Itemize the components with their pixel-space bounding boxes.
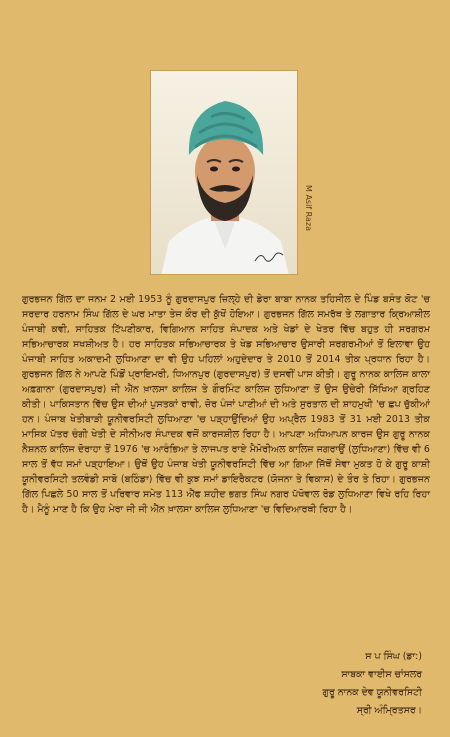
author-biography: ਗੁਰਭਜਨ ਗਿੱਲ ਦਾ ਜਨਮ 2 ਮਈ 1953 ਨੂੰ ਗੁਰਦਾਸਪੁਰ ਜ਼ਿਲ੍ਹੇ ਦੀ ਡੇਰਾ ਬਾਬਾ ਨਾਨਕ ਤਹਿਸੀਲ ਦੇ ਪਿੰਡ ਬਸੰਤ ਕੋਟ 'ਚ ਸਰਦਾਰ ਹਰਨਾਮ ਸਿੰਘ ਗਿੱਲ ਦੇ ਘਰ ਮਾਤਾ ਤੇਜ ਕੌਰ ਦੀ ਕੁੱਖੋਂ ਹੋਇਆ। ਗੁਰਭਜਨ ਗਿੱਲ ਸਮਰੱਥ ਤੇ ਲਗਾਤਾਰ ਕ੍ਰਿਆਸ਼ੀਲ ਪੰਜਾਬੀ ਕਵੀ, ਸਾਹਿਤਕ ਟਿੱਪਣੀਕਾਰ, ਵਿਗਿਆਨ ਸਾਹਿਤ ਸੰਪਾਦਕ ਅਤੇ ਖੇਡਾਂ ਦੇ ਖੇਤਰ ਵਿੱਚ ਬਹੁਤ ਹੀ ਸਰਗਰਮ ਸਭਿਆਚਾਰਕ ਸਖਸ਼ੀਅਤ ਹੈ। ਹਰ ਸਾਹਿਤਕ ਸਭਿਆਚਾਰਕ ਤੇ ਖੇਡ ਸਭਿਆਚਾਰ ਉਸਾਰੀ ਸਰਗਰਮੀਆਂ ਤੋਂ ਇਲਾਵਾ ਉਹ ਪੰਜਾਬੀ ਸਾਹਿਤ ਅਕਾਦਮੀ ਲੁਧਿਆਣਾ ਦਾ ਵੀ ਉਹ ਪਹਿਲਾਂ ਅਹੁਦੇਦਾਰ ਤੇ 2010 ਤੋਂ 2014 ਤੀਕ ਪ੍ਰਧਾਨ ਰਿਹਾ ਹੈ। ਗੁਰਭਜਨ ਗਿੱਲ ਨੇ ਆਪਣੇ ਪਿੰਡੋਂ ਪ੍ਰਾਇਮਰੀ, ਧਿਆਨਪੁਰ (ਗੁਰਦਾਸਪੁਰ) ਤੋਂ ਦਸਵੀਂ ਪਾਸ ਕੀਤੀ। ਗੁਰੂ ਨਾਨਕ ਕਾਲਿਜ ਕਾਲਾ ਅਫ਼ਗਾਨਾ (ਗੁਰਦਾਸਪੁਰ) ਜੀ ਐੱਨ ਖ਼ਾਲਸਾ ਕਾਲਿਜ ਤੇ ਗੌਰਮਿੰਟ ਕਾਲਿਜ ਲੁਧਿਆਣਾ ਤੋਂ ਉਸ ਉਚੇਰੀ ਸਿੱਖਿਆ ਗ੍ਰਹਿਣ ਕੀਤੀ। ਪਾਕਿਸਤਾਨ ਵਿੱਚ ਉਸ ਦੀਆਂ ਪੁਸਤਕਾਂ ਰਾਵੀ, ਜ਼ੋਰ ਪੰਜਾਂ ਪਾਣੀਆਂ ਦੀ ਅਤੇ ਸੁਰਤਾਲ ਦੀ ਸ਼ਾਹਮੁਖੀ 'ਚ ਛਪ ਚੁੱਕੀਆਂ ਹਨ। ਪੰਜਾਬ ਖੇਤੀਬਾੜੀ ਯੂਨੀਵਰਸਿਟੀ ਲੁਧਿਆਣਾ 'ਚ ਪੜ੍ਹਾਉਂਦਿਆਂ ਉਹ ਅਪ੍ਰੈਲ 1983 ਤੋਂ 31 ਮਈ 2013 ਤੀਕ ਮਾਸਿਕ ਪੱਤਰ ਚੰਗੀ ਖੇਤੀ ਦੇ ਸੀਨੀਅਰ ਸੰਪਾਦਕ ਵਜੋਂ ਕਾਰਜਸ਼ੀਲ ਰਿਹਾ ਹੈ। ਆਪਣਾ ਅਧਿਆਪਨ ਕਾਰਜ ਉਸ ਗੁਰੂ ਨਾਨਕ ਨੈਸ਼ਨਲ ਕਾਲਿਜ ਦੋਰਾਹਾ ਤੋਂ 1976 'ਚ ਆਰੰਭਿਆ ਤੇ ਲਾਜਪਤ ਰਾਏ ਮੈਮੋਰੀਅਲ ਕਾਲਿਜ ਜਗਰਾਉਂ (ਲੁਧਿਆਣਾ) ਵਿੱਚ ਵੀ 6 ਸਾਲ ਤੋਂ ਵੱਧ ਸਮਾਂ ਪੜ੍ਹਾਇਆ। ਉਥੋਂ ਉਹ ਪੰਜਾਬ ਖੇਤੀ ਯੂਨੀਵਰਸਿਟੀ ਵਿੱਚ ਆ ਗਿਆ ਜਿੱਥੋਂ ਸੇਵਾ ਮੁਕਤ ਹੋ ਕੇ ਗੁਰੂ ਕਾਸ਼ੀ ਯੂਨੀਵਰਸਿਟੀ ਤਲਵੰਡੀ ਸਾਬੋ (ਬਠਿੰਡਾ) ਵਿੱਚ ਵੀ ਕੁਝ ਸਮਾਂ ਡਾਇਰੈਕਟਰ (ਯੋਜਨਾ ਤੇ ਵਿਕਾਸ) ਦੇ ਤੌਰ ਤੇ ਰਿਹਾ। ਗੁਰਭਜਨ ਗਿੱਲ ਪਿਛਲੇ 50 ਸਾਲ ਤੋਂ ਪਰਿਵਾਰ ਸਮੇਤ 113 ਐੱਫ ਸ਼ਹੀਦ ਭਗਤ ਸਿੰਘ ਨਗਰ ਪੱਖੋਵਾਲ ਰੋਡ ਲੁਧਿਆਣਾ ਵਿਖੇ ਰਹਿ ਰਿਹਾ ਹੈ। ਮੈਨੂੰ ਮਾਣ ਹੈ ਕਿ ਉਹ ਮੇਰਾ ਜੀ ਜੀ ਐੱਨ ਖ਼ਾਲਸਾ ਕਾਲਿਜ ਲੁਧਿਆਣਾ 'ਚ ਵਿਦਿਆਰਥੀ ਰਿਹਾ ਹੈ। xyxy=(22,294,430,515)
portrait-illustration xyxy=(151,71,298,275)
author-portrait xyxy=(150,70,298,275)
photo-credit: M Asif Raza xyxy=(304,185,313,232)
signatory-city: ਸ੍ਰੀ ਅੰਮ੍ਰਿਤਸਰ। xyxy=(356,705,422,716)
signatory-title: ਸਾਬਕਾ ਵਾਈਸ ਚਾਂਸਲਰ xyxy=(341,669,422,680)
signatory-name: ਸ ਪ ਸਿੰਘ (ਡਾ:) xyxy=(365,651,422,662)
signature-block xyxy=(323,648,423,720)
signatory-institution: ਗੁਰੂ ਨਾਨਕ ਦੇਵ ਯੂਨੀਵਰਸਿਟੀ xyxy=(322,687,422,698)
